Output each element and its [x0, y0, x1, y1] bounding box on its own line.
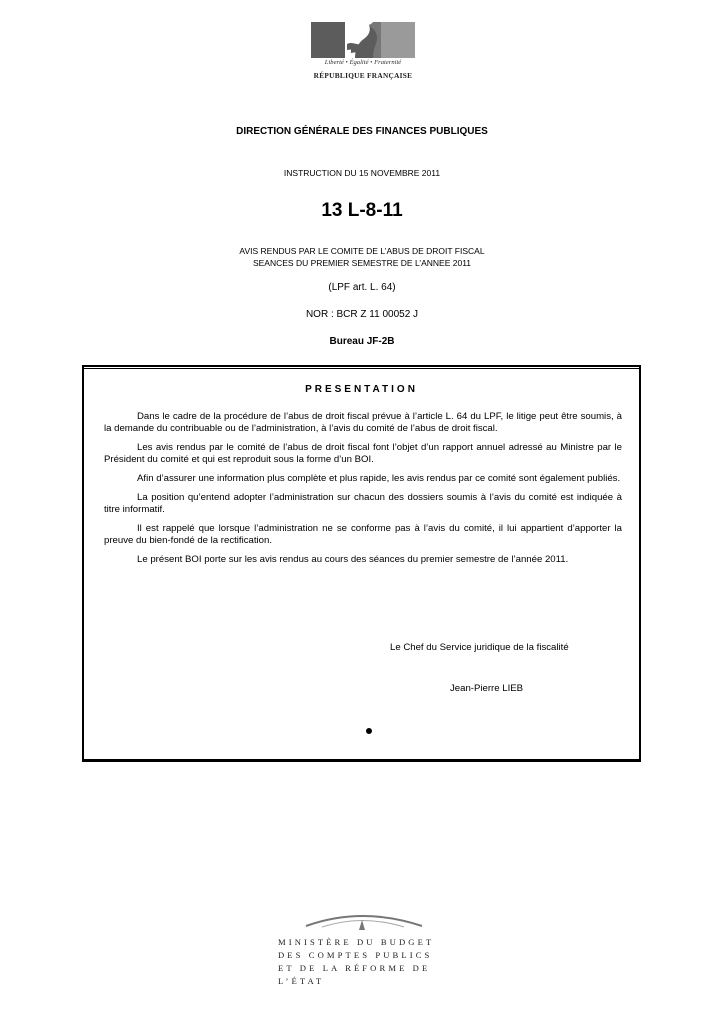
republique-francaise-logo: [311, 22, 415, 86]
bullet-dot: [366, 728, 372, 734]
presentation-text: [104, 411, 622, 573]
instruction-date: INSTRUCTION DU 15 NOVEMBRE 2011: [283, 168, 441, 178]
ministry-line: MINISTÈRE DU BUDGET: [278, 937, 435, 947]
ministry-line: ET DE LA RÉFORME DE L’ÉTAT: [278, 963, 431, 986]
paragraph: Il est rappelé que lorsque l’administration ne se conforme pas à l’avis du comité, il lui appartient d’apporter la preuve du bien-fondé de la rectification.: [104, 523, 622, 546]
bureau: Bureau JF-2B: [329, 336, 395, 347]
direction-title: DIRECTION GÉNÉRALE DES FINANCES PUBLIQUES: [236, 126, 488, 137]
nor-number: NOR : BCR Z 11 00052 J: [305, 309, 419, 320]
subject-line-2: SEANCES DU PREMIER SEMESTRE DE L’ANNEE 2011: [252, 258, 472, 268]
paragraph: Dans le cadre de la procédure de l’abus de droit fiscal prévue à l’article L. 64 du LPF, le litige peut être soumis, à la demande du contribuable ou de l’administration, à l’avis du comité de l’abus de droit fiscal.: [104, 411, 622, 434]
paragraph: La position qu’entend adopter l’administration sur chacun des dossiers soumis à l’avis du comité est indiquée à titre informatif.: [104, 492, 622, 515]
presentation-title: PRESENTATION: [305, 384, 418, 395]
signatory-title: Le Chef du Service juridique de la fiscalité: [390, 642, 569, 653]
paragraph: Afin d’assurer une information plus complète et plus rapide, les avis rendus par ce comité sont également publiés.: [137, 473, 621, 484]
signatory-name: Jean-Pierre LIEB: [450, 683, 524, 694]
paragraph: Le présent BOI porte sur les avis rendus au cours des séances du premier semestre de l’année 2011.: [137, 554, 569, 565]
republic-motto: Liberté • Égalité • Fraternité: [324, 59, 402, 66]
ministry-arc-emblem: [262, 908, 462, 936]
legal-basis: (LPF art. L. 64): [328, 282, 396, 293]
document-reference: 13 L-8-11: [321, 200, 403, 221]
ministry-name: [262, 936, 478, 988]
paragraph: Les avis rendus par le comité de l’abus de droit fiscal font l’objet d’un rapport annuel adressé au Ministre par le Président du comité et qui est reproduit sous la forme d’un BOI.: [104, 442, 622, 465]
subject-line-1: AVIS RENDUS PAR LE COMITE DE L’ABUS DE DROIT FISCAL: [239, 246, 485, 256]
presentation-box: [82, 365, 641, 762]
ministry-line: DES COMPTES PUBLICS: [278, 950, 433, 960]
ministry-logo: [262, 908, 462, 988]
republic-name: RÉPUBLIQUE FRANÇAISE: [313, 71, 413, 80]
double-border-line: [84, 368, 639, 369]
marianne-emblem: [311, 22, 415, 58]
